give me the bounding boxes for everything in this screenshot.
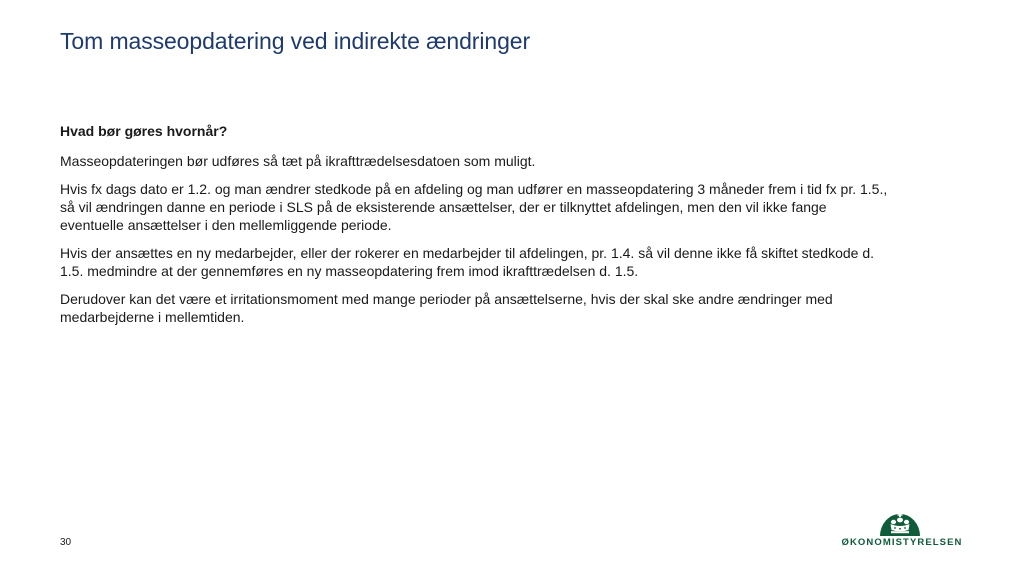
- paragraph-4: Derudover kan det være et irritationsmoment med mange perioder på ansættelserne, hvis der skal ske andre ændringer med medarbejderne i mellemtiden.: [60, 291, 833, 325]
- paragraph-3: Hvis der ansættes en ny medarbejder, eller der rokerer en medarbejder til afdelingen, pr. 1.4. så vil denne ikke få skiftet stedkode d. 1.5. medmindre at der gennemføres en ny masseopdatering frem imod ikrafttrædelsen d. 1.5.: [60, 245, 874, 279]
- crown-icon: [878, 510, 922, 536]
- paragraph-1: Masseopdateringen bør udføres så tæt på ikrafttrædelsesdatoen som muligt.: [60, 153, 536, 169]
- page-number: 30: [60, 537, 72, 548]
- paragraph-2: Hvis fx dags dato er 1.2. og man ændrer stedkode på en afdeling og man udfører en masseopdatering 3 måneder frem i tid fx pr. 1.5., så vil ændringen danne en periode i SLS på de eksisterende ansættelser, der er tilknyttet afdelingen, men den vil ikke fange eventuelle ansættelser i den mellemliggende periode.: [60, 181, 888, 233]
- slide-title: Tom masseopdatering ved indirekte ændringer: [60, 28, 531, 54]
- section-heading: Hvad bør gøres hvornår?: [60, 123, 228, 139]
- logo-text: ØKONOMISTYRELSEN: [841, 537, 963, 548]
- organization-logo: [832, 510, 972, 552]
- slide-content: [60, 122, 890, 336]
